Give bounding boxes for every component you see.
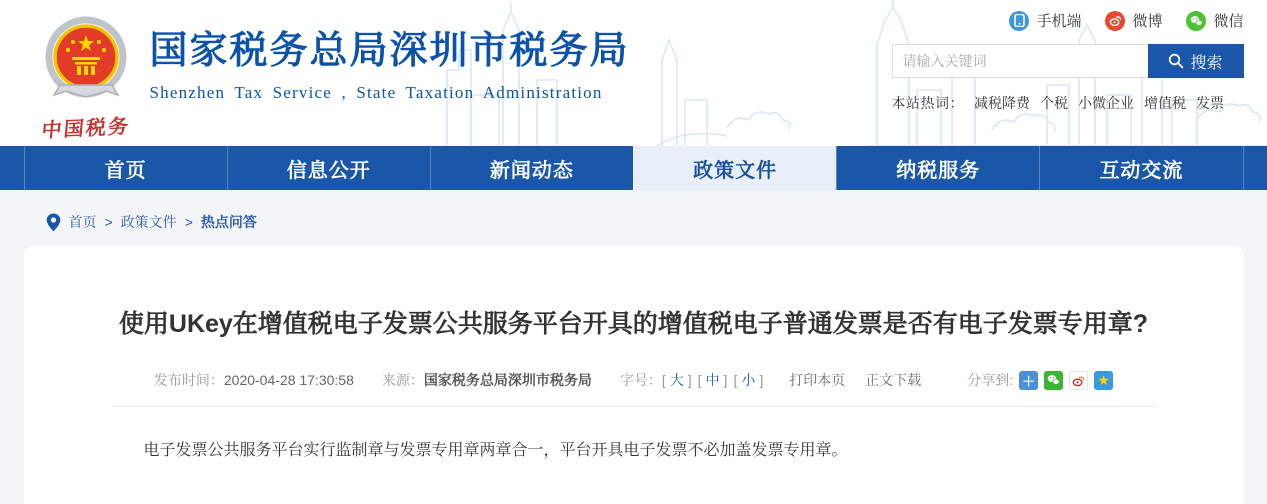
article-body: 电子发票公共服务平台实行监制章与发票专用章两章合一，平台开具电子发票不必加盖发票专用章。 (143, 442, 848, 459)
wechat-share-icon[interactable] (1044, 371, 1063, 390)
hot-word-link[interactable]: 发票 (1196, 95, 1224, 111)
main-nav (0, 146, 1267, 190)
site-search (892, 44, 1244, 78)
article-source (382, 370, 592, 390)
source-value: 国家税务总局深圳市税务局 (423, 372, 592, 388)
nav-item-interaction[interactable]: 互动交流 (1039, 146, 1243, 190)
hot-word-link[interactable]: 小微企业 (1078, 95, 1134, 111)
article-meta (112, 370, 1156, 390)
nav-item-home[interactable]: 首页 (24, 146, 227, 190)
hot-words (892, 93, 1244, 113)
nav-item-tax-services[interactable]: 纳税服务 (836, 146, 1039, 190)
search-button[interactable] (1148, 44, 1244, 78)
weibo-icon (1105, 11, 1125, 31)
breadcrumb-separator: > (104, 214, 113, 230)
share-bar (967, 370, 1113, 390)
font-size-medium[interactable]: [ 中 ] (697, 372, 728, 388)
font-size-control (620, 370, 769, 390)
font-size-small-link[interactable]: 小 (741, 372, 756, 388)
share-more-icon[interactable]: ＋ (1019, 371, 1038, 390)
nav-item-policy-documents[interactable]: 政策文件 (633, 146, 836, 190)
location-pin-icon (46, 213, 61, 232)
breadcrumb-current: 热点问答 (200, 214, 257, 230)
mobile-link-label: 手机端 (1036, 13, 1082, 30)
wechat-link[interactable] (1186, 10, 1243, 31)
hot-word-link[interactable]: 减税降费 (974, 95, 1030, 111)
hot-words-label: 本站热词： (891, 95, 964, 111)
hot-word-link[interactable]: 个税 (1040, 95, 1068, 111)
tax-emblem-logo (38, 13, 134, 141)
publish-time-value: 2020-04-28 17:30:58 (223, 372, 354, 388)
top-links (892, 10, 1244, 31)
breadcrumb (24, 212, 1244, 232)
tax-emblem-icon (40, 13, 132, 105)
hot-word-link[interactable]: 增值税 (1144, 95, 1186, 111)
site-header (0, 0, 1267, 146)
source-label: 来源： (381, 372, 424, 388)
publish-time (154, 370, 354, 390)
share-label: 分享到: (967, 372, 1014, 388)
weibo-share-icon[interactable] (1069, 371, 1088, 390)
nav-item-info-disclosure[interactable]: 信息公开 (227, 146, 430, 190)
font-size-small[interactable]: [ 小 ] (733, 372, 764, 388)
qzone-share-icon[interactable]: ★ (1094, 371, 1113, 390)
breadcrumb-home[interactable]: 首页 (68, 214, 97, 230)
search-input[interactable] (892, 44, 1148, 78)
print-page-link[interactable]: 打印本页 (789, 372, 846, 388)
breadcrumb-separator: > (184, 214, 193, 230)
download-text-link[interactable]: 正文下载 (865, 372, 922, 388)
mobile-icon (1009, 11, 1029, 31)
site-subtitle: Shenzhen Tax Service , State Taxation Administration (149, 82, 603, 102)
article-title: 使用UKey在增值税电子发票公共服务平台开具的增值税电子普通发票是否有电子发票专用章? (118, 310, 1149, 338)
wechat-link-label: 微信 (1213, 13, 1244, 30)
font-size-large-link[interactable]: 大 (669, 372, 684, 388)
publish-time-label: 发布时间： (153, 372, 224, 388)
weibo-link[interactable] (1105, 10, 1162, 31)
breadcrumb-policy-documents[interactable]: 政策文件 (120, 214, 177, 230)
logo-caption: 中国税务 (40, 115, 131, 143)
search-icon (1168, 53, 1184, 69)
font-size-label: 字号： (619, 372, 662, 388)
nav-item-news[interactable]: 新闻动态 (430, 146, 633, 190)
site-title: 国家税务总局深圳市税务局 (149, 30, 630, 72)
search-button-label: 搜索 (1190, 54, 1223, 72)
font-size-medium-link[interactable]: 中 (705, 372, 720, 388)
meta-divider (112, 406, 1156, 407)
font-size-large[interactable]: [ 大 ] (661, 372, 692, 388)
mobile-app-link[interactable] (1009, 10, 1081, 31)
article-card (24, 246, 1244, 504)
weibo-link-label: 微博 (1132, 13, 1163, 30)
wechat-icon (1186, 11, 1206, 31)
